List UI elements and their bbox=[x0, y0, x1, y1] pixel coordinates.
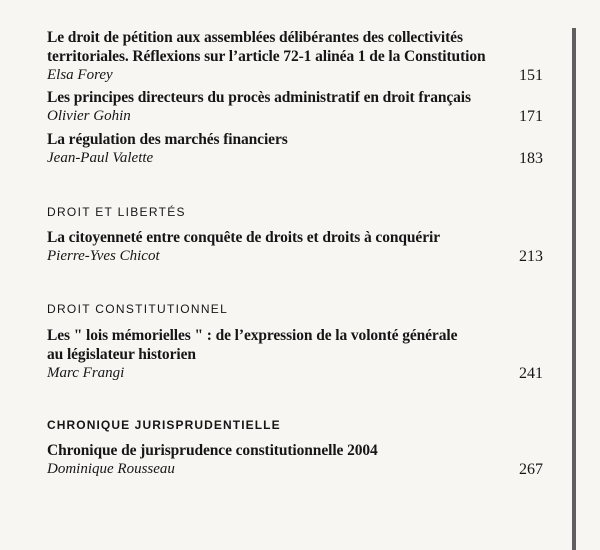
entry-author: Pierre-Yves Chicot bbox=[47, 248, 160, 264]
toc-entry-lois-memorielles bbox=[47, 326, 547, 383]
entry-author: Dominique Rousseau bbox=[47, 461, 175, 477]
entry-title-line: La régulation des marchés financiers bbox=[47, 131, 288, 148]
entry-title-line: Les principes directeurs du procès administratif en droit français bbox=[47, 89, 471, 106]
toc-entry-chronique-2004 bbox=[47, 441, 547, 479]
entry-title-line: Le droit de pétition aux assemblées délibérantes des collectivités bbox=[47, 29, 463, 46]
entry-page-number: 213 bbox=[519, 248, 543, 265]
entry-title-line: territoriales. Réflexions sur l’article 72-1 alinéa 1 de la Constitution bbox=[47, 48, 486, 65]
entry-page-number: 151 bbox=[519, 67, 543, 84]
vertical-rule bbox=[572, 28, 576, 550]
section-heading-droit-libertes: DROIT ET LIBERTÉS bbox=[47, 205, 186, 219]
section-heading-chronique: CHRONIQUE JURISPRUDENTIELLE bbox=[47, 418, 281, 432]
toc-entry-citoyennete bbox=[47, 228, 547, 266]
entry-author: Jean-Paul Valette bbox=[47, 150, 154, 166]
entry-page-number: 267 bbox=[519, 461, 543, 478]
section-heading-droit-constitutionnel: DROIT CONSTITUTIONNEL bbox=[47, 302, 229, 316]
toc-entry-marches-financiers bbox=[47, 130, 547, 168]
entry-title-line: Chronique de jurisprudence constitutionnelle 2004 bbox=[47, 442, 378, 459]
entry-title-line: La citoyenneté entre conquête de droits et droits à conquérir bbox=[47, 229, 440, 246]
entry-author: Elsa Forey bbox=[47, 67, 113, 83]
entry-title-line: Les " lois mémorielles " : de l’expression de la volonté générale bbox=[47, 327, 458, 344]
entry-author: Olivier Gohin bbox=[47, 108, 131, 124]
entry-page-number: 241 bbox=[519, 365, 543, 382]
entry-author: Marc Frangi bbox=[47, 365, 125, 381]
entry-title-line: au législateur historien bbox=[47, 346, 196, 363]
entry-page-number: 183 bbox=[519, 150, 543, 167]
toc-entry-proces-administratif bbox=[47, 88, 547, 126]
toc-entry-petition bbox=[47, 28, 547, 85]
entry-page-number: 171 bbox=[519, 108, 543, 125]
